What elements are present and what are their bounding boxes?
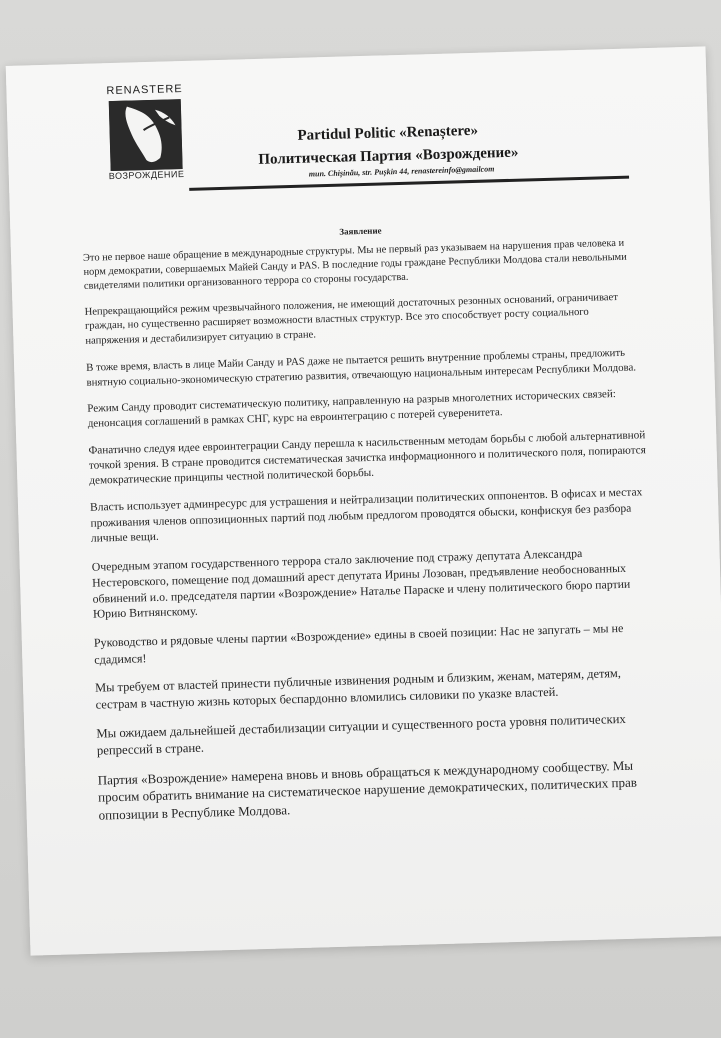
paragraph-1: Это не первое наше обращение в международные структуры. Мы не первый раз указываем на нарушения прав человека и норм демократии, совершаемых Майей Санду и PAS. В последние годы граждане Республики Молдова стали невольными свидетелями политики организованного террора со стороны государства.: [82, 237, 627, 292]
document-sheet: [6, 46, 721, 955]
document-heading: Заявление: [339, 225, 382, 237]
moldova-map-icon: [109, 99, 183, 171]
paragraph-8: Руководство и рядовые члены партии «Возрождение» едины в своей позиции: Нас не запугать – мы не сдадимся!: [93, 621, 624, 667]
paragraph-7: Очередным этапом государственного террора стало заключение под стражу депутата Александра Нестеровского, помещение под домашний арест депутата Ирины Лозован, предъявление необоснованных обвинений и.о. председателя партии «Возрождение» Наталье Параске и члену политического бюро партии Юрию Витнянскому.: [91, 545, 631, 622]
party-logo: [106, 82, 205, 187]
party-title-ro: Partidul Politic «Renaștere»: [297, 122, 479, 144]
logo-top-text: RENASTERE: [106, 83, 183, 98]
letterhead-divider: [189, 176, 629, 191]
party-address: mun. Chișinău, str. Pușkin 44, renastereinfo@gmailcom: [308, 164, 495, 179]
paragraph-6: Власть использует админресурс для устрашения и нейтрализации политических оппонентов. В офисах и местах проживания членов оппозиционных партий под любым предлогом проводятся обыски, конфискуя без разбора личные вещи.: [89, 486, 643, 545]
paragraph-5: Фанатично следуя идее евроинтеграции Санду перешла к насильственным методам борьбы с любой альтернативной точкой зрения. В стране проводится систематическая зачистка информационного и политического поля, попираются демократические принципы честной политической борьбы.: [88, 429, 646, 487]
paragraph-11: Партия «Возрождение» намерена вновь и вновь обращаться к международному сообществу. Мы просим обратить внимание на систематическое нарушение демократических, политических прав оппозиции в Республике Молдова.: [97, 757, 638, 823]
paragraph-10: Мы ожидаем дальнейшей дестабилизации ситуации и существенного роста уровня политических репрессий в стране.: [96, 711, 626, 758]
document-body: [83, 236, 659, 836]
logo-bottom-text: ВОЗРОЖДЕНИЕ: [108, 168, 185, 182]
paragraph-4: Режим Санду проводит систематическую политику, направленную на разрыв многолетних исторических связей: денонсация соглашений в рамках СНГ, курс на евроинтеграцию с потерей суверенитета.: [87, 388, 616, 430]
party-title-ru: Политическая Партия «Возрождение»: [258, 144, 519, 168]
paragraph-3: В тоже время, власть в лице Майи Санду и PAS даже не пытается решить внутренние проблемы страны, предложить внятную социально-экономическую стратегию развития, отвечающую национальным интересам Республики Молдова.: [86, 346, 637, 389]
paragraph-9: Мы требуем от властей принести публичные извинения родным и близким, женам, матерям, детям, сестрам в частную жизнь которых беспардонно вломились силовики по указке властей.: [94, 666, 622, 712]
paragraph-2: Непрекращающийся режим чрезвычайного положения, не имеющий достаточных резонных оснований, ограничивает граждан, но существенно расширяет возможности властных структур. Все это способствует росту социального напряжения и дестабилизирует ситуацию в стране.: [84, 292, 619, 347]
